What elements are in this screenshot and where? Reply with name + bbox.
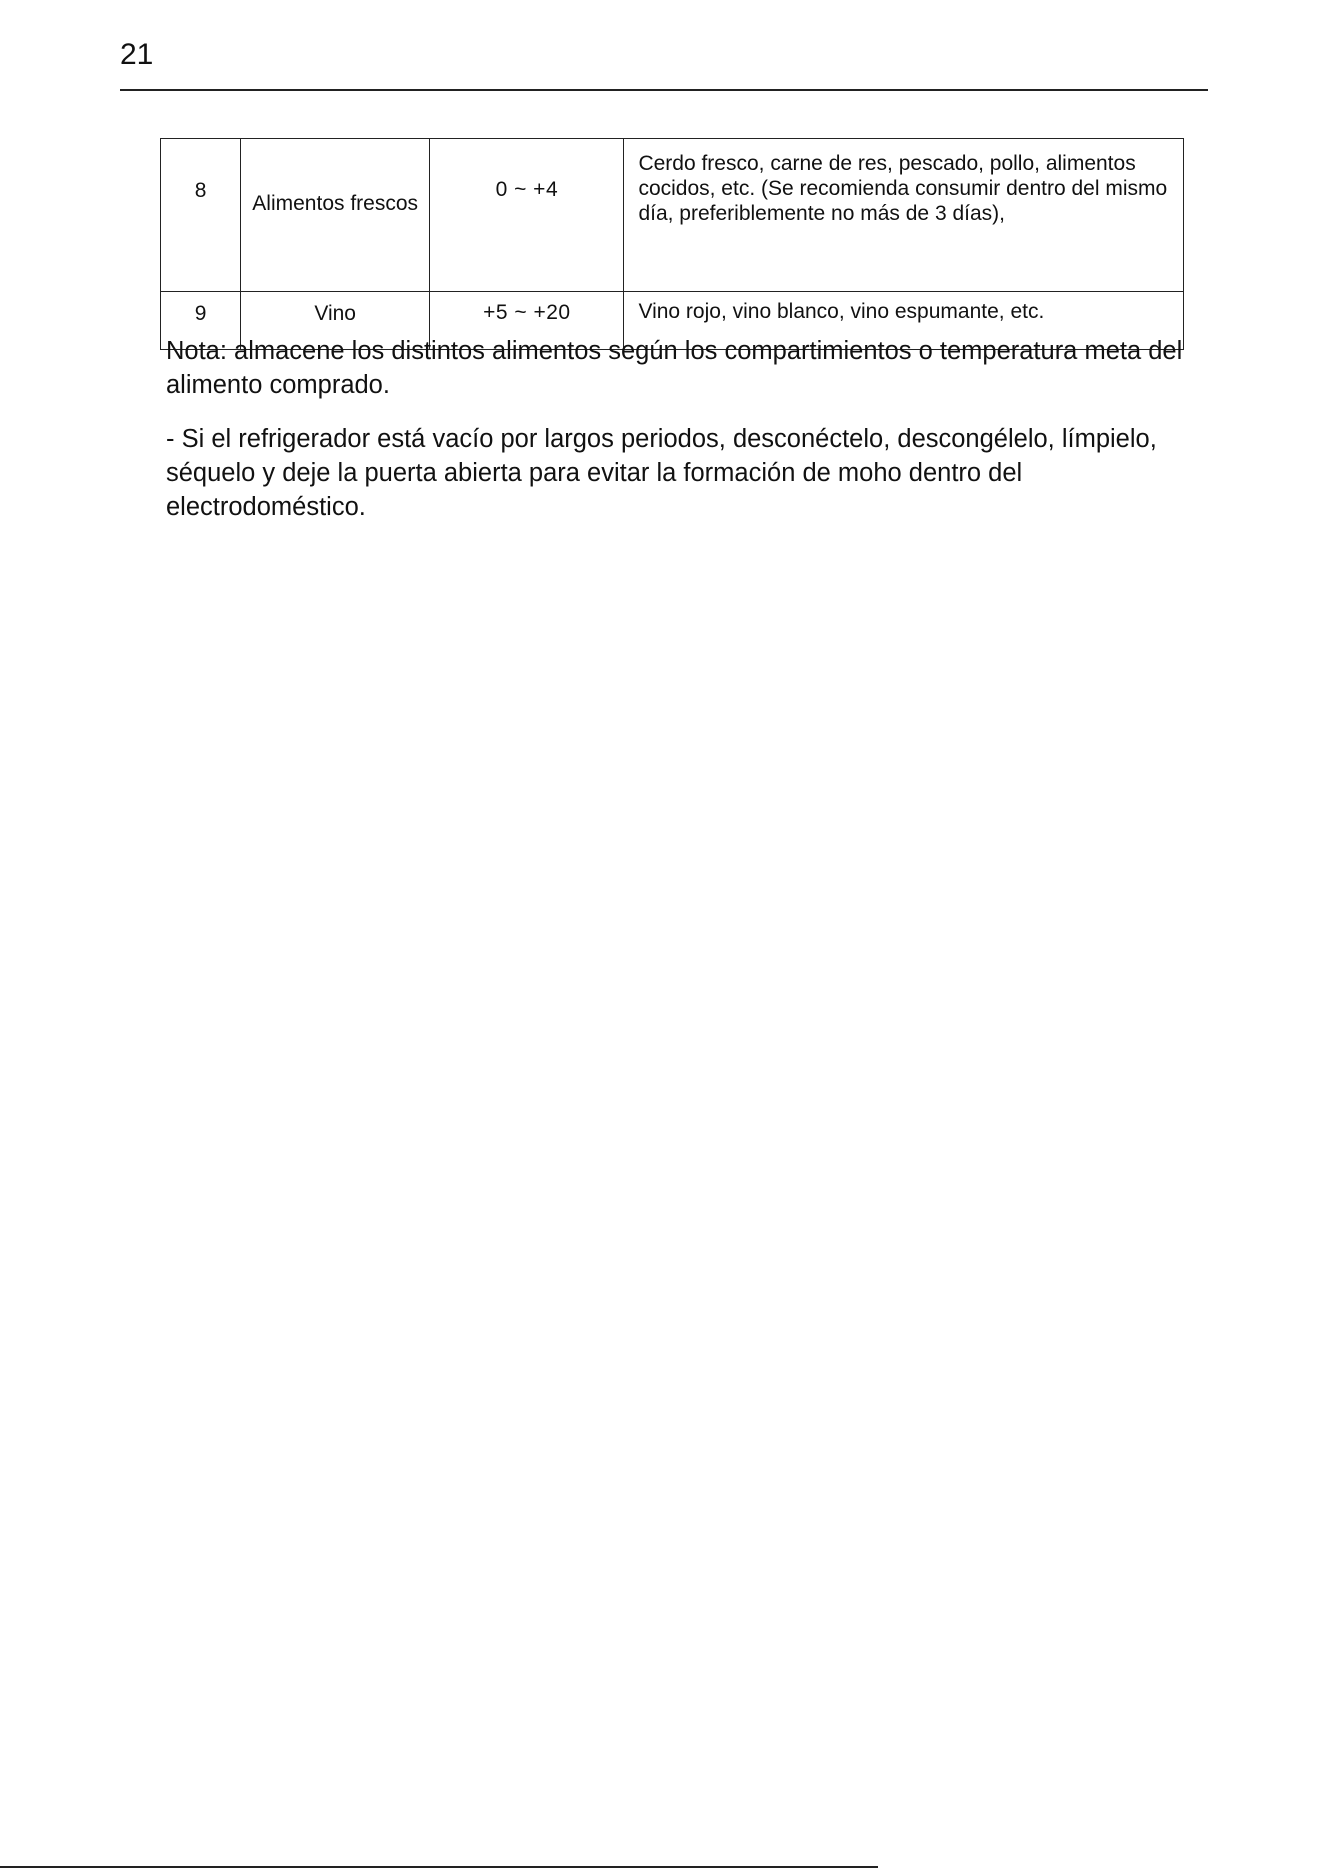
- storage-note: Nota: almacene los distintos alimentos según los compartimientos o temperatura meta del alimento comprado.: [166, 337, 1183, 399]
- footer-divider: [0, 1866, 878, 1868]
- vacancy-tip: - Si el refrigerador está vacío por largos periodos, desconéctelo, descongélelo, límpielo, séquelo y deje la puerta abierta para evitar la formación de moho dentro del electrodoméstico.: [166, 425, 1157, 521]
- temperature-range: 0 ~ +4: [430, 139, 624, 292]
- table-row: [161, 139, 1184, 292]
- temperature-range: +5 ~ +20: [430, 292, 624, 350]
- row-number: 8: [161, 139, 241, 292]
- food-category: Vino: [241, 292, 430, 350]
- food-description: Vino rojo, vino blanco, vino espumante, etc.: [624, 292, 1184, 350]
- food-storage-table: [160, 138, 1184, 350]
- food-category: Alimentos frescos: [241, 139, 430, 292]
- header-divider: [120, 89, 1208, 91]
- row-number: 9: [161, 292, 241, 350]
- page-number: 21: [120, 38, 154, 71]
- food-description: Cerdo fresco, carne de res, pescado, pollo, alimentos cocidos, etc. (Se recomienda consumir dentro del mismo día, preferiblemente no más de 3 días),: [624, 139, 1184, 292]
